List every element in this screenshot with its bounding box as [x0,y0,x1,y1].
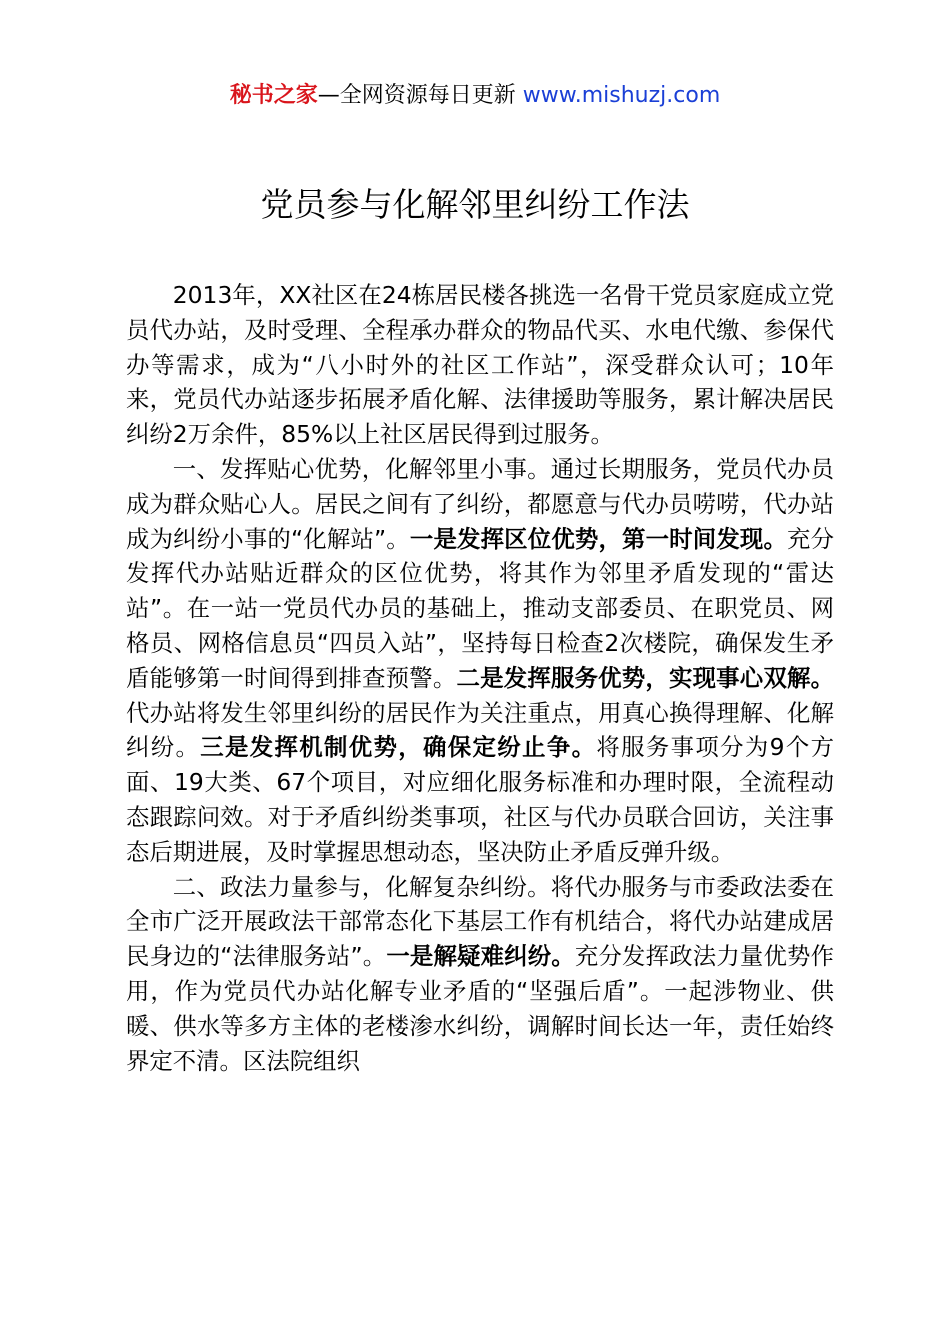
paragraph-text: 充分发挥政法力量优势作用，作为党员代办站化解专业矛盾的“坚强后盾”。一起涉物业、供暖、供水等多方主体的老楼渗水纠纷，调解时间长达一年，责任始终界定不清。区法院组织 [126,942,834,1075]
body-paragraph [126,452,834,870]
site-brand: 秘书之家 [229,83,318,108]
paragraph-text: 将服务事项分为9个方面、19大类、67个项目，对应细化服务标准和办理时限，全流程动态跟踪问效。对于矛盾纠纷类事项，社区与代办员联合回访，关注事态后期进展，及时掌握思想动态，坚决防止矛盾反弹升级。 [126,733,834,866]
bold-lead-phrase: 三是发挥机制优势，确保定纷止争。 [200,733,597,762]
bold-lead-phrase: 一是解疑难纠纷。 [386,942,575,971]
paragraph-text: 一、发挥贴心优势，化解邻里小事。通过长期服务，党员代办员成为群众贴心人。居民之间有了纠纷，都愿意与代办员唠唠，代办站成为纠纷小事的“化解站”。 [126,454,834,553]
document-title: 党员参与化解邻里纠纷工作法 [260,185,690,224]
bold-lead-phrase: 二是发挥服务优势，实现事心双解。 [456,663,834,692]
site-header [0,80,950,112]
body-paragraph [126,870,834,1079]
paragraph-text: 充分发挥代办站贴近群众的区位优势，将其作为邻里矛盾发现的“雷达站”。在一站一党员代办员的基础上，推动支部委员、在职党员、网格员、网格信息员“四员入站”，坚持每日检查2次楼院，确保发生矛盾能够第一时间得到排查预警。 [126,524,834,692]
body-paragraph [126,278,834,452]
site-url-link[interactable]: www.mishuzj.com [522,83,721,108]
bold-lead-phrase: 一是发挥区位优势，第一时间发现。 [409,524,788,553]
paragraph-text: 代办站将发生邻里纠纷的居民作为关注重点，用真心换得理解、化解纠纷。 [126,698,834,762]
paragraph-text: 2013年，XX社区在24栋居民楼各挑选一名骨干党员家庭成立党员代办站，及时受理、全程承办群众的物品代买、水电代缴、参保代办等需求，成为“八小时外的社区工作站”，深受群众认可；10年来，党员代办站逐步拓展矛盾化解、法律援助等服务，累计解决居民纠纷2万余件，85%以上社区居民得到过服务。 [126,281,834,449]
paragraph-text: 二、政法力量参与，化解复杂纠纷。将代办服务与市委政法委在全市广泛开展政法干部常态化下基层工作有机结合，将代办站建成居民身边的“法律服务站”。 [126,872,834,971]
document-body [126,278,834,1078]
site-tagline: —全网资源每日更新 [317,83,523,108]
